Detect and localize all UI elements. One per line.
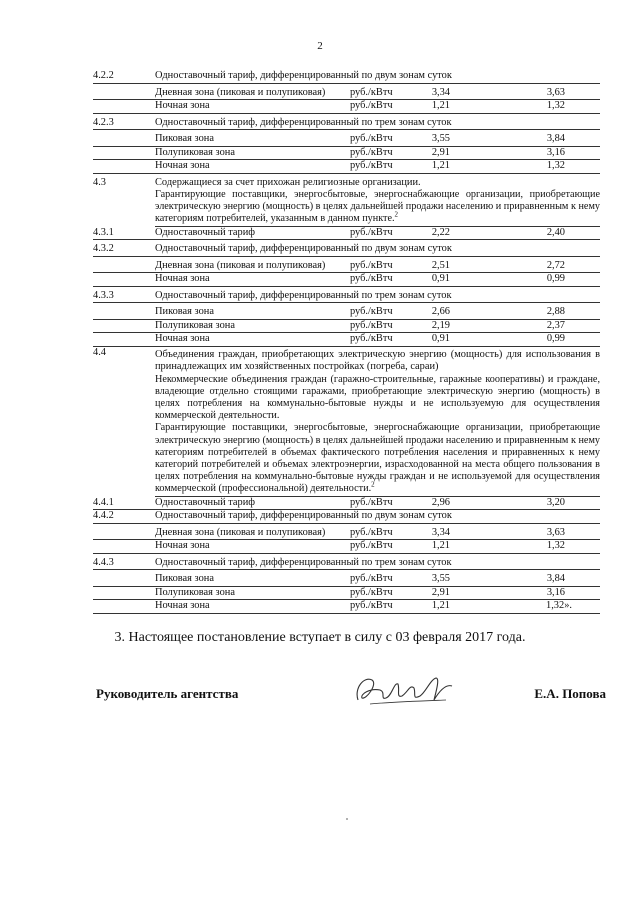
closing-statement: 3. Настоящее постановление вступает в силу с 03 февраля 2017 года. xyxy=(114,630,526,645)
table-row xyxy=(93,290,600,304)
page-number: 2 xyxy=(317,40,323,52)
row-value-2: 3,63 xyxy=(546,526,565,538)
row-value-1: 2,91 xyxy=(431,586,450,598)
table-row xyxy=(93,117,600,131)
table-row xyxy=(93,557,600,571)
row-name: Ночная зона xyxy=(155,540,210,552)
row-unit: руб./кВтч xyxy=(350,273,393,285)
table-row xyxy=(93,540,600,554)
table-row xyxy=(93,320,600,334)
row-name: Ночная зона xyxy=(155,600,210,612)
row-value-2: 0,99 xyxy=(546,273,565,285)
row-value-1: 2,96 xyxy=(431,496,450,508)
row-value-2: 1,32 xyxy=(546,540,565,552)
row-name: Пиковая зона xyxy=(155,306,214,318)
row-name: Одноставочный тариф, дифференцированный по трем зонам суток xyxy=(155,289,452,301)
row-unit: руб./кВтч xyxy=(350,600,393,612)
table-row xyxy=(93,587,600,601)
row-unit: руб./кВтч xyxy=(350,226,393,238)
row-value-2: 0,99 xyxy=(546,333,565,345)
row-value-2: 3,16 xyxy=(546,146,565,158)
row-name: Полупиковая зона xyxy=(155,319,235,331)
row-name: Ночная зона xyxy=(155,273,210,285)
row-name: Дневная зона (пиковая и полупиковая) xyxy=(155,259,326,271)
row-name: Полупиковая зона xyxy=(155,586,235,598)
row-name: Одноставочный тариф, дифференцированный по двум зонам суток xyxy=(155,70,452,81)
scan-dot xyxy=(346,818,348,820)
section-header xyxy=(93,347,600,374)
tariff-table xyxy=(93,70,600,614)
row-name: Дневная зона (пиковая и полупиковая) xyxy=(155,526,326,538)
table-row xyxy=(93,510,600,524)
row-unit: руб./кВтч xyxy=(350,526,393,538)
row-unit: руб./кВтч xyxy=(350,306,393,318)
footnote-marker: 2 xyxy=(371,481,375,490)
row-number: 4.3.3 xyxy=(93,289,114,301)
row-value-2: 3,63 xyxy=(546,86,565,98)
row-name: Одноставочный тариф xyxy=(155,496,256,508)
row-number: 4.2.2 xyxy=(93,70,114,81)
row-name: Полупиковая зона xyxy=(155,146,235,158)
row-number: 4.2.3 xyxy=(93,116,114,128)
table-row xyxy=(93,87,600,101)
row-unit: руб./кВтч xyxy=(350,540,393,552)
table-row xyxy=(93,573,600,587)
row-value-1: 2,66 xyxy=(431,306,450,318)
row-name: Пиковая зона xyxy=(155,133,214,144)
row-unit: руб./кВтч xyxy=(350,333,393,345)
row-number: 4.3.1 xyxy=(93,226,114,238)
row-unit: руб./кВтч xyxy=(350,259,393,271)
table-row xyxy=(93,527,600,541)
row-value-2: 1,32 xyxy=(546,100,565,111)
section-number: 4.4 xyxy=(93,346,106,358)
footnote-marker: 2 xyxy=(394,211,399,220)
row-value-1: 1,21 xyxy=(431,100,450,111)
row-value-2: 2,37 xyxy=(546,319,565,331)
section-number: 4.3 xyxy=(93,176,106,188)
row-value-2: 3,84 xyxy=(546,573,565,585)
row-name: Одноставочный тариф xyxy=(155,226,256,238)
table-row xyxy=(93,333,600,347)
row-unit: руб./кВтч xyxy=(350,133,393,144)
row-name: Ночная зона xyxy=(155,100,210,111)
paragraph-text: Некоммерческие объединения граждан (гаражно-строительные, гаражные кооперативы) и граждане, владеющие отдельно стоящими гаражами, приобретающие электрическую энергию (мощность) в целях потребления на коммунально-бытовые нужды и не используемую для осуществления коммерческой деятельности. xyxy=(155,373,600,422)
row-unit: руб./кВтч xyxy=(350,100,393,111)
row-value-1: 1,21 xyxy=(431,160,450,171)
table-row xyxy=(93,70,600,84)
row-name: Одноставочный тариф, дифференцированный по двум зонам суток xyxy=(155,243,452,255)
row-unit: руб./кВтч xyxy=(350,86,393,98)
row-unit: руб./кВтч xyxy=(350,573,393,585)
row-unit: руб./кВтч xyxy=(350,586,393,598)
row-value-2: 2,40 xyxy=(546,226,565,238)
table-row xyxy=(93,497,600,511)
table-row xyxy=(93,100,600,114)
table-row xyxy=(93,600,600,614)
row-name: Ночная зона xyxy=(155,333,210,345)
signer-position: Руководитель агентства xyxy=(96,686,239,701)
row-unit: руб./кВтч xyxy=(350,496,393,508)
row-value-1: 3,34 xyxy=(431,526,450,538)
row-value-1: 3,55 xyxy=(431,573,450,585)
row-name: Одноставочный тариф, дифференцированный по трем зонам суток xyxy=(155,116,452,128)
section-paragraph xyxy=(155,422,600,496)
table-row xyxy=(93,227,600,241)
row-number: 4.4.1 xyxy=(93,496,114,508)
section-title: Объединения граждан, приобретающих электрическую энергию (мощность) для использования в принадлежащих им хозяйственных постройках (погреба, сараи) xyxy=(155,348,600,373)
row-value-2: 3,84 xyxy=(546,133,565,144)
handwritten-signature xyxy=(350,670,460,710)
paragraph-text: Гарантирующие поставщики, энергосбытовые, энергоснабжающие организации, приобретающие электрическую энергию (мощность) в целях дальнейшей продажи населению и приравненным к нему категориям потребителей в объемах фактического потребления населения и приравненных к нему категорий потребителей и объемах электроэнергии, израсходованной на места общего пользования в целях потребления на коммунально-бытовые нужды граждан и не используемой для осуществления коммерческой (профессиональной) деятельности. xyxy=(155,422,600,495)
row-value-1: 2,51 xyxy=(431,259,450,271)
table-row xyxy=(93,306,600,320)
row-name: Одноставочный тариф, дифференцированный по двум зонам суток xyxy=(155,510,452,522)
row-number: 4.4.3 xyxy=(93,556,114,568)
row-value-2: 2,72 xyxy=(546,259,565,271)
section-header xyxy=(93,177,600,190)
row-value-1: 3,34 xyxy=(431,86,450,98)
table-row xyxy=(93,133,600,147)
row-unit: руб./кВтч xyxy=(350,146,393,158)
row-value-1: 2,19 xyxy=(431,319,450,331)
table-row xyxy=(93,160,600,174)
row-name: Ночная зона xyxy=(155,160,210,171)
table-row xyxy=(93,147,600,161)
section-paragraph xyxy=(155,374,600,423)
row-value-1: 3,55 xyxy=(431,133,450,144)
signer-name: Е.А. Попова xyxy=(534,686,606,701)
row-value-1: 0,91 xyxy=(431,273,450,285)
row-value-2: 3,16 xyxy=(546,586,565,598)
row-name: Пиковая зона xyxy=(155,573,214,585)
row-value-2: 1,32 xyxy=(546,160,565,171)
row-unit: руб./кВтч xyxy=(350,160,393,171)
row-value-1: 1,21 xyxy=(431,540,450,552)
section-title: Содержащиеся за счет прихожан религиозные организации. xyxy=(155,176,421,188)
row-name: Одноставочный тариф, дифференцированный по трем зонам суток xyxy=(155,556,452,568)
paragraph-text: Гарантирующие поставщики, энергосбытовые, энергоснабжающие организации, приобретающие электрическую энергию (мощность) в целях дальнейшей продажи населению и приравненным к нему категориям потребителей, указанным в данном пункте. xyxy=(155,189,600,225)
row-number: 4.4.2 xyxy=(93,510,114,522)
table-row xyxy=(93,273,600,287)
row-value-1: 0,91 xyxy=(431,333,450,345)
section-paragraph xyxy=(155,189,600,227)
row-number: 4.3.2 xyxy=(93,243,114,255)
row-value-1: 2,91 xyxy=(431,146,450,158)
table-row xyxy=(93,260,600,274)
row-value-1: 2,22 xyxy=(431,226,450,238)
row-name: Дневная зона (пиковая и полупиковая) xyxy=(155,86,326,98)
signature-block xyxy=(96,682,606,712)
row-value-2: 1,32». xyxy=(546,600,572,612)
row-unit: руб./кВтч xyxy=(350,319,393,331)
row-value-2: 2,88 xyxy=(546,306,565,318)
row-value-1: 1,21 xyxy=(431,600,450,612)
row-value-2: 3,20 xyxy=(546,496,565,508)
table-row xyxy=(93,243,600,257)
